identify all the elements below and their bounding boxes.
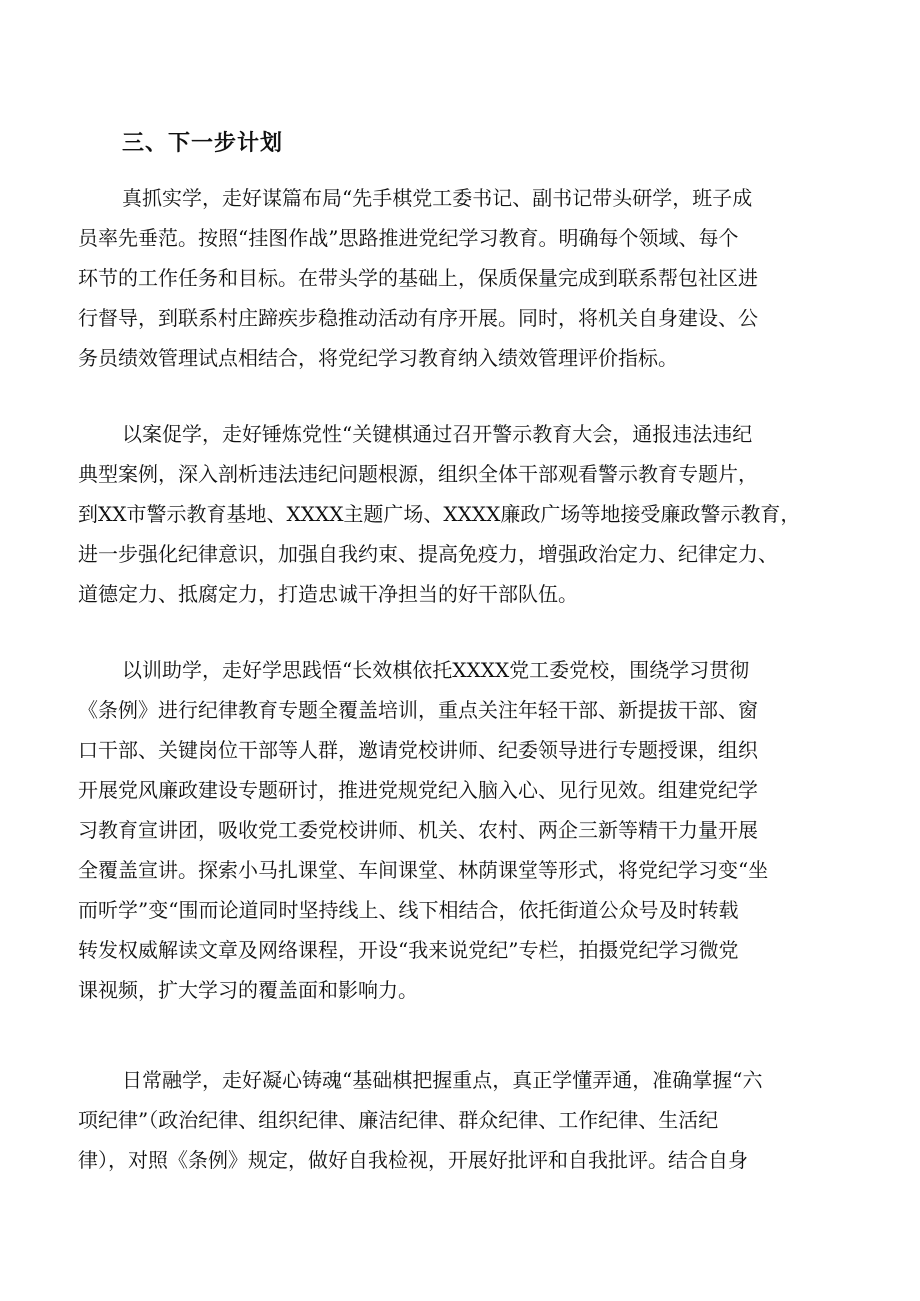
paragraph-line: 进一步强化纪律意识，加强自我约束、提高免疫力，增强政治定力、纪律定力、 (78, 542, 778, 566)
paragraph-line: 转发权威解读文章及网络课程，开设“我来说党纪”专栏，拍摄党纪学习微党 (78, 938, 739, 962)
paragraph-line: 习教育宣讲团，吸收党工委党校讲师、机关、农村、两企三新等精干力量开展 (78, 818, 758, 842)
paragraph-line: 道德定力、抵腐定力，打造忠诚干净担当的好干部队伍。 (78, 582, 578, 606)
section-heading: 三、下一步计划 (122, 131, 284, 156)
paragraph-case-study (78, 414, 868, 614)
paragraph-line: 务员绩效管理试点相结合，将党纪学习教育纳入绩效管理评价指标。 (78, 346, 678, 370)
paragraph-line: 典型案例，深入剖析违法违纪问题根源，组织全体干部观看警示教育专题片， (78, 462, 758, 486)
paragraph-line: 环节的工作任务和目标。在带头学的基础上，保质保量完成到联系帮包社区进 (78, 266, 758, 290)
paragraph-study-planning (78, 178, 868, 378)
paragraph-line: 行督导，到联系村庄蹄疾步稳推动活动有序开展。同时，将机关自身建设、公 (78, 306, 758, 330)
paragraph-line: 员率先垂范。按照“挂图作战”思路推进党纪学习教育。明确每个领域、每个 (78, 226, 739, 250)
paragraph-line: 真抓实学，走好谋篇布局“先手棋党工委书记、副书记带头研学，班子成 (122, 186, 753, 210)
paragraph-line: 口干部、关键岗位干部等人群，邀请党校讲师、纪委领导进行专题授课，组织 (78, 738, 758, 762)
paragraph-line: 项纪律”（政治纪律、组织纪律、廉洁纪律、群众纪律、工作纪律、生活纪 (78, 1108, 719, 1132)
paragraph-training (78, 650, 868, 1010)
paragraph-line: 而听学”变“围而论道同时坚持线上、线下相结合，依托街道公众号及时转载 (78, 898, 739, 922)
paragraph-daily-study (78, 1060, 868, 1180)
paragraph-line: 日常融学，走好凝心铸魂“基础棋把握重点，真正学懂弄通，准确掌握“六 (122, 1068, 763, 1092)
paragraph-line: 开展党风廉政建设专题研讨，推进党规党纪入脑入心、见行见效。组建党纪学 (78, 778, 758, 802)
paragraph-line: 全覆盖宣讲。探索小马扎课堂、车间课堂、林荫课堂等形式，将党纪学习变“坐 (78, 858, 769, 882)
paragraph-line: 课视频，扩大学习的覆盖面和影响力。 (78, 978, 418, 1002)
paragraph-line: 以案促学，走好锤炼党性“关键棋通过召开警示教育大会，通报违法违纪 (122, 422, 753, 446)
paragraph-line: 以训助学，走好学思践悟“长效棋依托XXXX党工委党校，围绕学习贯彻 (122, 658, 750, 682)
paragraph-line: 律），对照《条例》规定，做好自我检视，开展好批评和自我批评。结合自身 (78, 1148, 748, 1172)
paragraph-line: 《条例》进行纪律教育专题全覆盖培训，重点关注年轻干部、新提拔干部、窗 (78, 698, 758, 722)
paragraph-line: 到XX市警示教育基地、XXXX主题广场、XXXX廉政广场等地接受廉政警示教育， (78, 502, 801, 526)
